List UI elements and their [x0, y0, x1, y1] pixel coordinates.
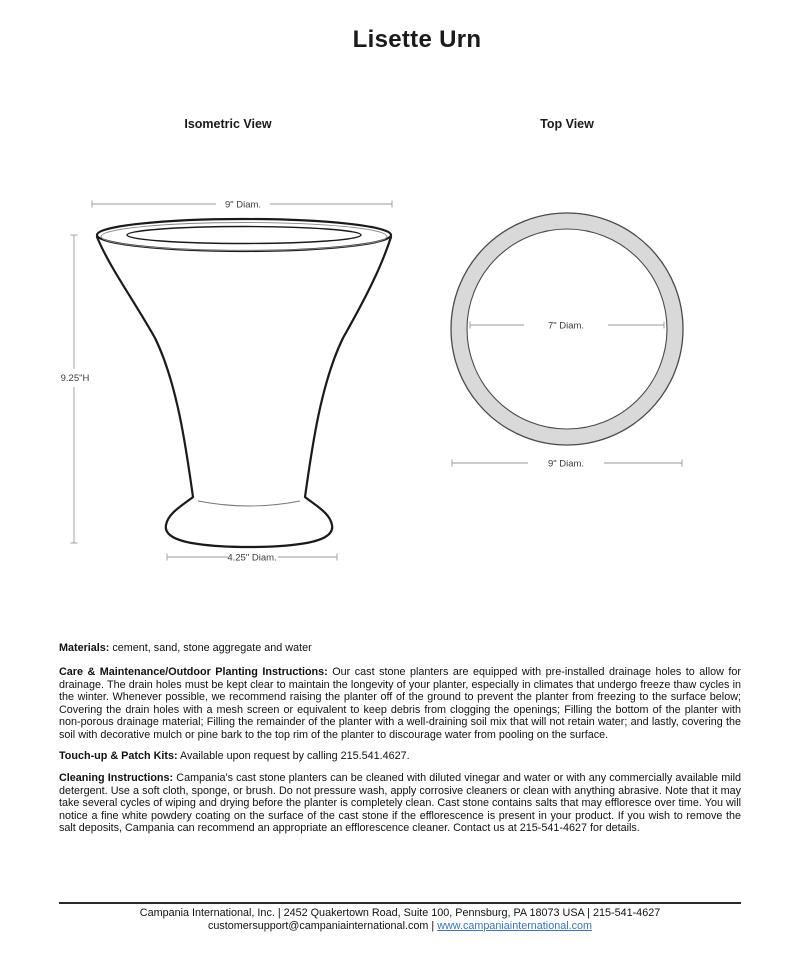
touchup-kits-section: [59, 750, 741, 763]
page-title: Lisette Urn: [352, 26, 482, 53]
touchup-kits-text: Available upon request by calling 215.541.4627.: [177, 750, 410, 762]
cleaning-instructions-section: [59, 772, 741, 835]
footer-divider: [59, 902, 741, 904]
care-instructions-text: Our cast stone planters are equipped with pre-installed drainage holes to allow for drainage. The drain holes must be kept clear to maintain the longevity of your planter, especially in climates that undergo freeze thaw cycles in the winter. Whenever possible, we recommend raising the planter off of the ground to prevent the planter from freezing to the surface below; Covering the drain holes with a mesh screen or equivalent to keep debris from clogging the openings; Filling the bottom of the planter with non-porous drainage material; Filling the remainder of the planter with a well-draining soil mix that will not retain water; and lastly, covering the soil with decorative mulch or pine bark to the top rim of the planter to discourage water from pooling on the surface.: [59, 666, 742, 741]
dim-label-top-diameter: 9" Diam.: [224, 199, 262, 211]
touchup-kits-label: Touch-up & Patch Kits:: [59, 750, 178, 762]
materials-text: cement, sand, stone aggregate and water: [109, 642, 312, 654]
cleaning-instructions-label: Cleaning Instructions:: [59, 772, 174, 784]
care-instructions-label: Care & Maintenance/Outdoor Planting Instructions:: [59, 666, 328, 678]
materials-label: Materials:: [59, 642, 110, 654]
dim-label-base-diameter: 4.25" Diam.: [227, 552, 277, 564]
dim-label-height: 9.25"H: [60, 373, 90, 384]
materials-section: [59, 642, 741, 655]
urn-body-outline: [97, 237, 391, 547]
dim-label-outer-diameter: 9" Diam.: [547, 458, 585, 470]
footer-contact-line: [0, 920, 800, 932]
isometric-urn-drawing: [61, 200, 392, 564]
top-view-drawing: [451, 213, 683, 470]
top-view-label: Top View: [540, 117, 594, 131]
dim-label-inner-diameter: 7" Diam.: [547, 320, 585, 332]
care-instructions-section: [59, 666, 741, 742]
isometric-view-label: Isometric View: [184, 117, 272, 131]
footer-email: customersupport@campaniainternational.com: [207, 920, 429, 932]
footer-website-link[interactable]: www.campaniainternational.com: [437, 920, 593, 932]
footer-company-line: Campania International, Inc. | 2452 Quakertown Road, Suite 100, Pennsburg, PA 18073 USA | 215-541-4627: [139, 907, 661, 919]
cleaning-instructions-text: Campania's cast stone planters can be cleaned with diluted vinegar and water or with any commercially available mild detergent. Use a soft cloth, sponge, or brush. Do not pressure wash, apply corrosive cleaners or clean with anything abrasive. Note that it may take several cycles of wiping and drying before the planter is completely clean. Cast stone contains salts that may effloresce over time. You will notice a fine white powdery coating on the surface of the cast stone if the efflorescence is present in your product. If you wish to remove the salt deposits, Campania can recommend an appropriate an efflorescence cleaner. Contact us at 215-541-4627 for details.: [59, 772, 741, 835]
dim-height: [71, 235, 78, 543]
footer-separator: |: [428, 920, 438, 932]
